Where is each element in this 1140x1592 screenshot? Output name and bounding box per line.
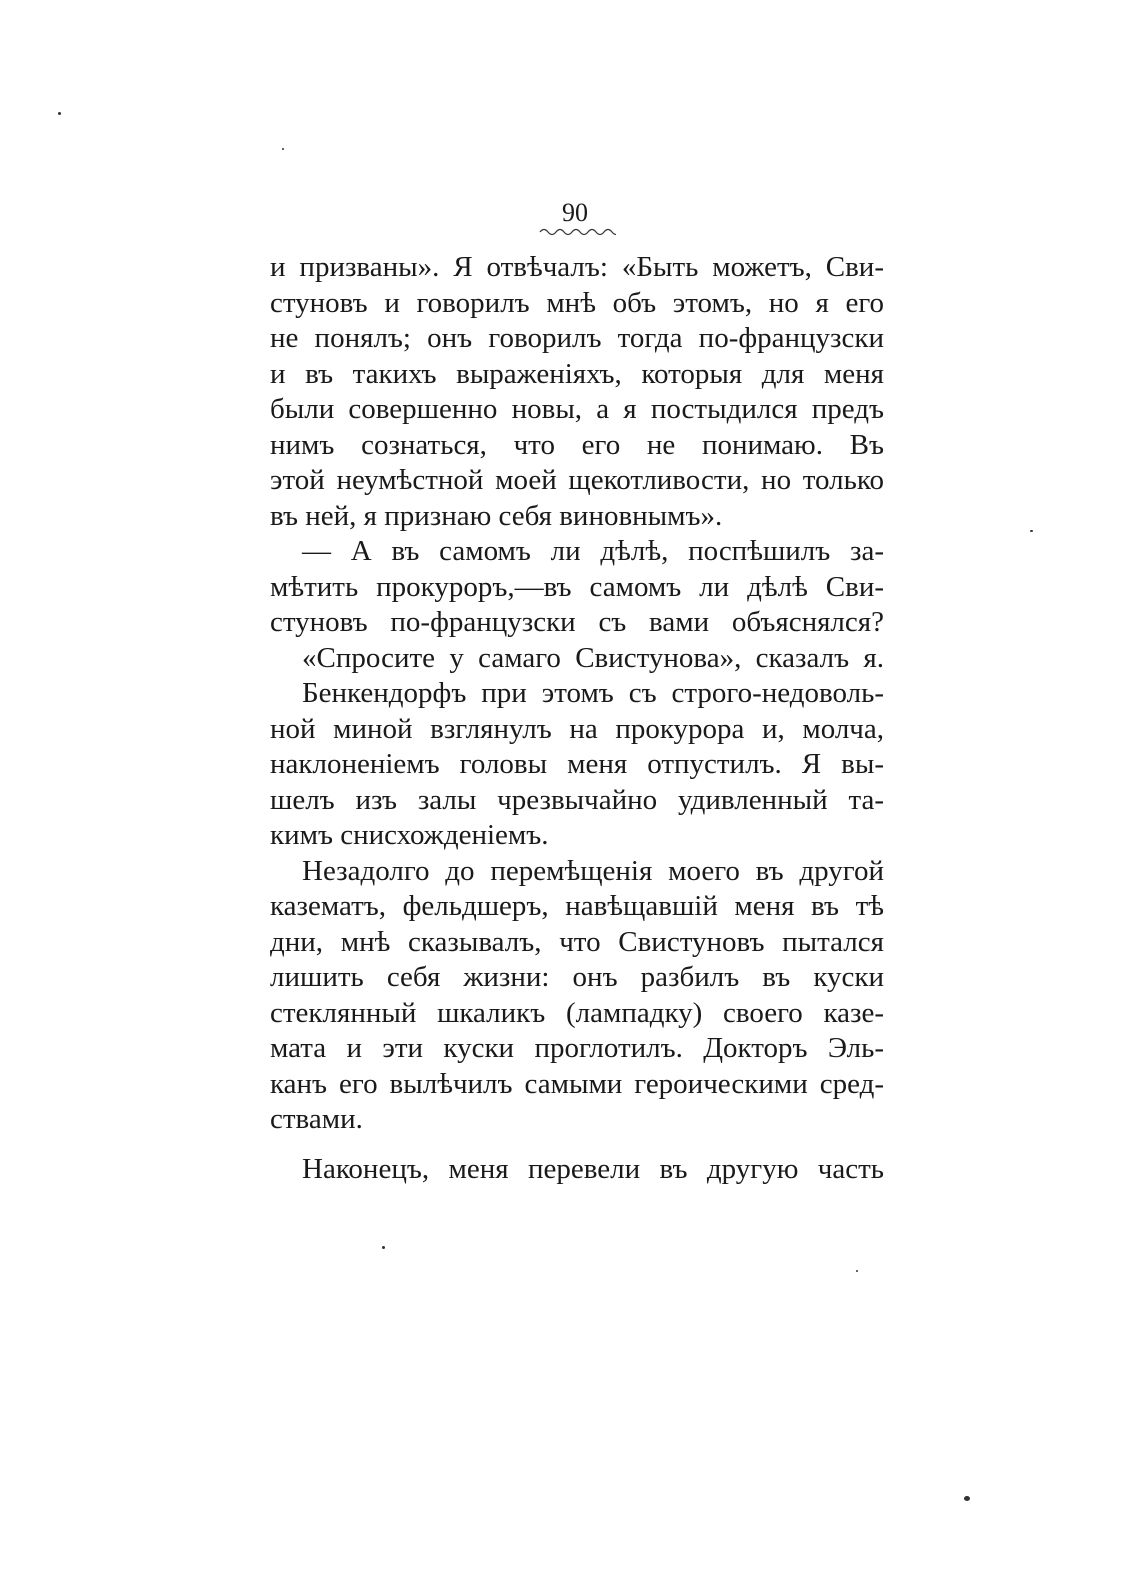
text-line: нимъ сознаться, что его не понимаю. Въ (270, 428, 884, 461)
scan-speck (58, 112, 61, 115)
paragraph (270, 534, 884, 641)
text-line: Наконецъ, меня перевели въ другую часть (302, 1152, 884, 1185)
text-line: Незадолго до перемѣщенія моего въ другой (302, 854, 884, 887)
page-number: 90 (562, 198, 588, 227)
text-line: наклоненіемъ головы меня отпустилъ. Я вы- (270, 748, 884, 780)
text-line: ствами. (270, 1103, 363, 1135)
scan-speck (282, 148, 284, 150)
text-line: стеклянный шкаликъ (лампадку) своего казе- (270, 996, 884, 1029)
text-line: мата и эти куски проглотилъ. Докторъ Эль- (270, 1032, 884, 1064)
text-line: стуновъ и говорилъ мнѣ объ этомъ, но я его (270, 286, 884, 319)
text-line: были совершенно новы, а я постыдился предъ (270, 393, 884, 425)
body-text (270, 250, 884, 1187)
text-line: лишить себя жизни: онъ разбилъ въ куски (270, 961, 884, 993)
text-line: стуновъ по-французски съ вами объяснялся? (270, 606, 884, 638)
text-line: дни, мнѣ сказывалъ, что Свистуновъ пытался (270, 925, 884, 958)
paragraph (270, 676, 884, 854)
text-line: въ ней, я признаю себя виновнымъ». (270, 499, 723, 532)
scan-speck (964, 1496, 970, 1501)
scan-speck (856, 1270, 858, 1272)
text-line: канъ его вылѣчилъ самыми героическими сред- (270, 1067, 884, 1100)
text-line: и въ такихъ выраженіяхъ, которыя для меня (270, 357, 884, 390)
text-line: и призваны». Я отвѣчалъ: «Быть можетъ, Сви- (270, 251, 884, 283)
text-line: не понялъ; онъ говорилъ тогда по-французски (270, 322, 884, 354)
page-number-ornament (538, 226, 616, 238)
text-line: ной миной взглянулъ на прокурора и, молча, (270, 712, 884, 745)
text-line: казематъ, фельдшеръ, навѣщавшій меня въ тѣ (270, 890, 884, 922)
paragraph (270, 641, 884, 677)
text-line: шелъ изъ залы чрезвычайно удивленный та- (270, 783, 884, 816)
scan-speck (382, 1246, 385, 1249)
paragraph (270, 250, 884, 534)
text-line: кимъ снисхожденіемъ. (270, 819, 549, 851)
text-line: этой неумѣстной моей щекотливости, но только (270, 464, 884, 496)
paragraph (270, 854, 884, 1138)
text-line: Бенкендорфъ при этомъ съ строго-недоволь- (302, 677, 884, 709)
text-line: «Спросите у самаго Свистунова», сказалъ я. (302, 641, 884, 674)
text-line: мѣтить прокуроръ,—въ самомъ ли дѣлѣ Сви- (270, 570, 884, 603)
text-line: — А въ самомъ ли дѣлѣ, поспѣшилъ за- (302, 535, 884, 567)
paragraph-gap (270, 1138, 884, 1152)
scan-speck (1030, 530, 1033, 532)
paragraph (270, 1152, 884, 1188)
